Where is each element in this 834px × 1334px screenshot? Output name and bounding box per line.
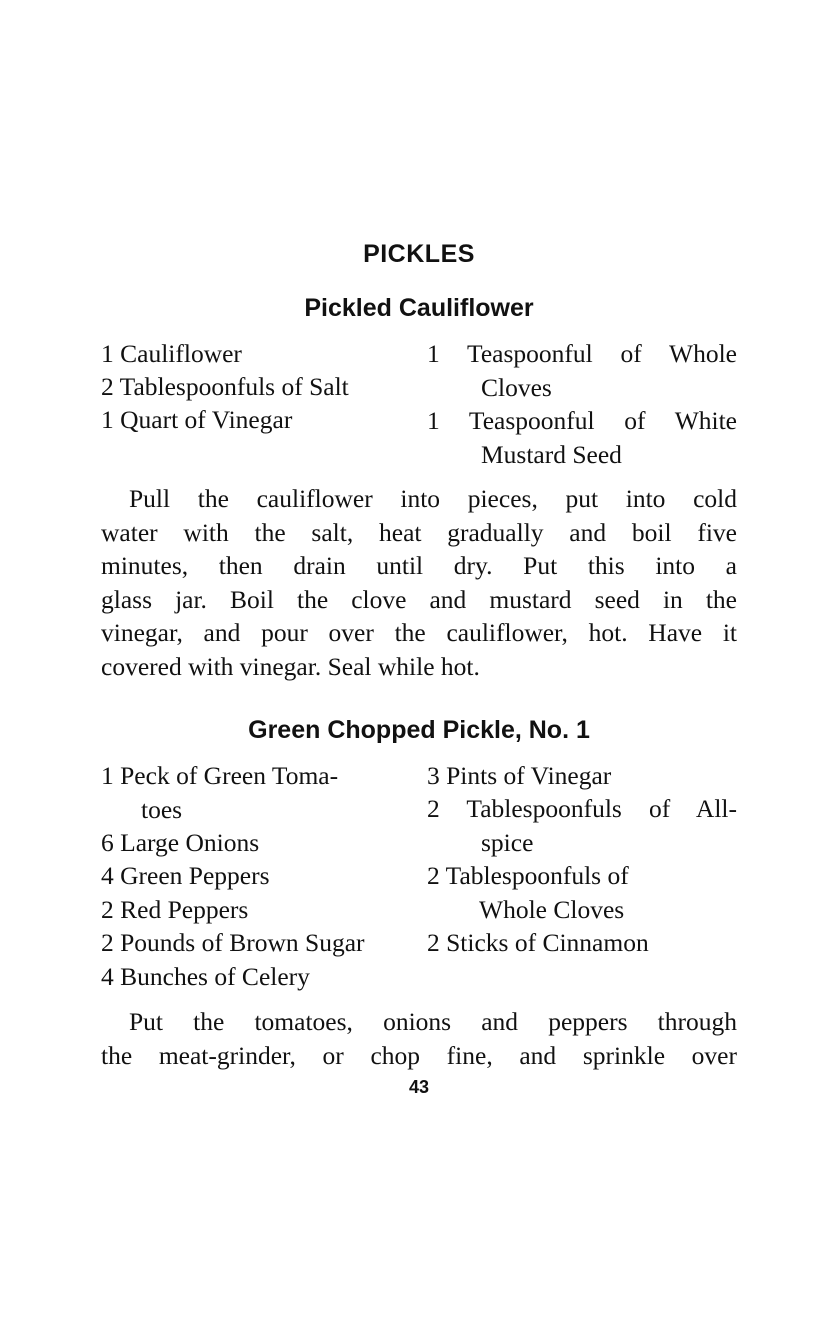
ingredient-line: 1 Teaspoonful of White: [427, 406, 737, 435]
ingredient-line: 1 Teaspoonful of Whole: [427, 339, 737, 368]
page-number: 43: [408, 1077, 430, 1097]
text-line: Put the tomatoes, onions and peppers through: [129, 1007, 737, 1036]
ingredient: 1 Quart of Vinegar: [101, 405, 293, 434]
ingredient-line: 2 Tablespoonfuls of: [427, 861, 629, 890]
ingredient: [427, 792, 737, 859]
text-line: water with the salt, heat gradually and boil five: [101, 517, 737, 547]
section-title: PICKLES: [363, 240, 475, 268]
ingredient: 2 Sticks of Cinnamon: [427, 928, 649, 957]
ingredient: 2 Pounds of Brown Sugar: [101, 928, 365, 957]
ingredient-line: spice: [481, 827, 534, 857]
ingredient: [101, 759, 338, 826]
text-line: vinegar, and pour over the cauliflower, hot. Have it: [101, 618, 737, 647]
ingredient: 4 Green Peppers: [101, 861, 270, 890]
ingredient: [427, 337, 737, 404]
text-line: Pull the cauliflower into pieces, put into cold: [129, 484, 737, 513]
ingredient: 1 Cauliflower: [101, 339, 242, 368]
ingredient: [427, 404, 737, 471]
ingredient: 3 Pints of Vinegar: [427, 761, 612, 790]
recipe-title: Pickled Cauliflower: [304, 294, 534, 322]
ingredient: 4 Bunches of Celery: [101, 962, 310, 991]
ingredient-line: Whole Cloves: [479, 894, 625, 924]
ingredient: 2 Red Peppers: [101, 895, 249, 924]
text-line: covered with vinegar. Seal while hot.: [101, 651, 480, 681]
ingredient-line: 2 Tablespoonfuls of All-: [427, 794, 737, 823]
ingredient-line: toes: [141, 794, 183, 824]
text-line: minutes, then drain until dry. Put this into a: [101, 551, 737, 580]
ingredient: [427, 859, 737, 926]
directions-paragraph: [101, 1005, 737, 1072]
ingredient-line: Cloves: [481, 372, 552, 402]
text-line: the meat-grinder, or chop fine, and sprinkle over: [101, 1040, 737, 1070]
ingredient: 6 Large Onions: [101, 828, 260, 857]
ingredient-line: Mustard Seed: [481, 439, 622, 469]
text-line: glass jar. Boil the clove and mustard seed in the: [101, 584, 737, 614]
ingredient-line: 1 Peck of Green Toma-: [101, 761, 339, 790]
directions-paragraph: [101, 482, 737, 683]
recipe-title: Green Chopped Pickle, No. 1: [248, 716, 590, 744]
ingredient: 2 Tablespoonfuls of Salt: [101, 372, 349, 401]
